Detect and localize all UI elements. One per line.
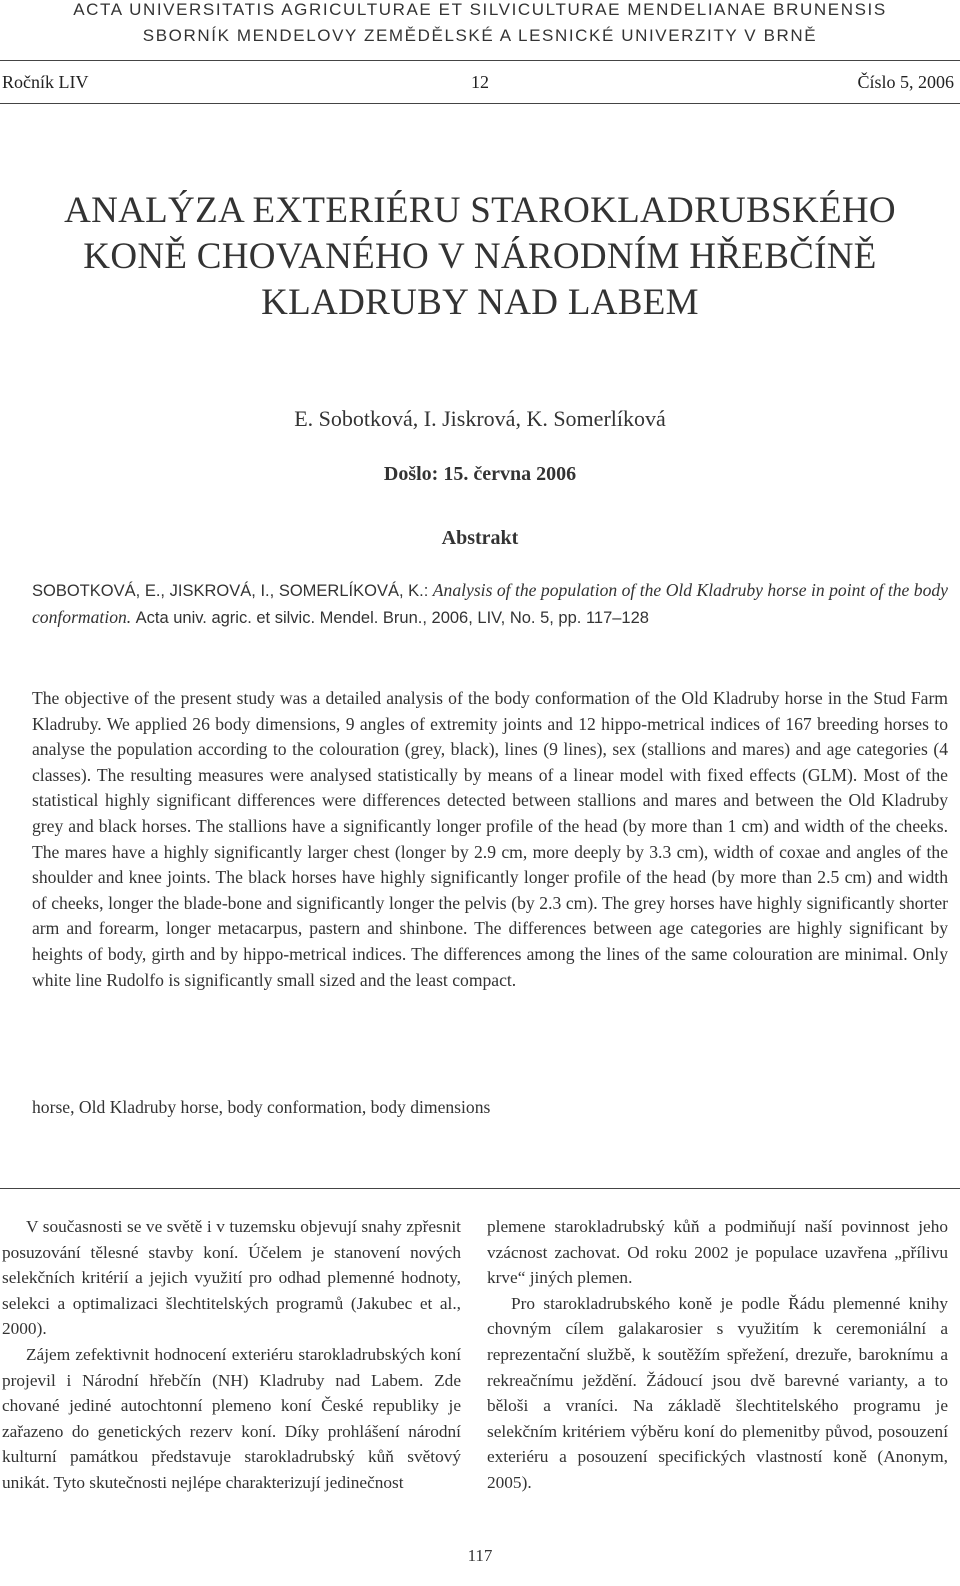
body-paragraph: plemene starokladrubský kůň a podmiňují naší povinnost jeho vzácnost zachovat. Od roku 2002 je populace uzavřena „přílivu krve“ jiných plemen.: [487, 1217, 948, 1288]
citation-title: Analysis of the population of the Old Kladruby horse in point of the body conformation.: [32, 580, 948, 627]
abstract-text: The objective of the present study was a detailed analysis of the body conformation of the Old Kladruby horse in the Stud Farm Kladruby. We applied 26 body dimensions, 9 angles of extremity joints and 12 hippo-metrical indices of 167 breeding horses to analyse the population according to the colouration (grey, black), lines (9 lines), sex (stallions and mares) and age categories (4 classes). The resulting measures were analysed statistically by means of a linear model with fixed effects (GLM). Most of the statistical highly significant differences were differences detected between stallions and mares and between the Old Kladruby grey and black horses. The stallions have a significantly longer profile of the head (by more than 1 cm) and width of the cheeks. The mares have a highly significantly larger chest (longer by 2.9 cm, more deeply by 3.3 cm), width of coxae and angles of the shoulder and knee joints. The black horses have highly significantly longer profile of the head (by more than 2.5 cm) and width of cheeks, longer the blade-bone and significantly longer the pelvis (by 2.3 cm). The grey horses have highly significantly shorter arm and forearm, longer metacarpus, pastern and shinbone. The differences between age categories are highly significant by heights of body, girth and by hippo-metrical indices. The differences among the lines of the same colouration are minimal. Only white line Rudolfo is significantly small sized and the least compact.: [32, 688, 948, 990]
header-rule-top: [0, 60, 960, 61]
citation: [32, 578, 948, 631]
volume-label: Ročník LIV: [2, 72, 89, 92]
issue-page-label: 12: [471, 72, 489, 92]
journal-title-latin: ACTA UNIVERSITATIS AGRICULTURAE ET SILVICULTURAE MENDELIANAE BRUNENSIS: [73, 0, 887, 19]
journal-title-czech: SBORNÍK MENDELOVY ZEMĚDĚLSKÉ A LESNICKÉ UNIVERZITY V BRNĚ: [142, 26, 818, 45]
body-column-left: [2, 1214, 461, 1496]
header-rule-bottom: [0, 103, 960, 104]
title-line-1: ANALÝZA EXTERIÉRU STAROKLADRUBSKÉHO: [64, 190, 896, 231]
keywords: horse, Old Kladruby horse, body conformation, body dimensions: [32, 1097, 491, 1117]
paper-title: [0, 188, 960, 326]
citation-source: Acta univ. agric. et silvic. Mendel. Brun., 2006, LIV, No. 5, pp. 117–128: [135, 608, 649, 627]
authors: E. Sobotková, I. Jiskrová, K. Somerlíková: [294, 406, 666, 431]
body-paragraph: V současnosti se ve světě i v tuzemsku objevují snahy zpřesnit posuzování tělesné stavby koní. Účelem je stanovení nových selekčních kritérií a jejich využití pro odhad plemenné hodnoty, selekci a optimalizaci šlechtitelských programů (Jakubec et al., 2000).: [2, 1217, 461, 1339]
issue-number-label: Číslo 5, 2006: [857, 72, 954, 92]
body-paragraph: Pro starokladrubského koně je podle Řádu plemenné knihy chovným cílem galakarosier s využitím k ceremoniální a reprezentační službě, k soutěžím spřežení, drezuře, baroknímu a rekreačnímu ježdění. Žádoucí jsou dvě barevné varianty, a to běloši a vraníci. Na základě šlechtitelského programu je selekčním kritériem výběru koní do plemenitby původ, posouzení exteriéru a posouzení specifických vlastností koně (Anonym, 2005).: [487, 1293, 948, 1492]
abstract-heading: Abstrakt: [441, 527, 519, 549]
received-date: Došlo: 15. června 2006: [383, 463, 577, 485]
title-line-2: KONĚ CHOVANÉHO V NÁRODNÍM HŘEBČÍNĚ: [83, 236, 877, 277]
page-number: 117: [467, 1546, 493, 1565]
body-paragraph: Zájem zefektivnit hodnocení exteriéru starokladrubských koní projevil i Národní hřebčín (NH) Kladruby nad Labem. Zde chované jediné autochtonní plemeno koní České republiky je zařazeno do genetických rezerv koní. Díky prohlášení národní kulturní památkou představuje starokladrubský kůň světový unikát. Tyto skutečnosti nejlépe charakterizují jedinečnost: [2, 1344, 461, 1492]
citation-authors: SOBOTKOVÁ, E., JISKROVÁ, I., SOMERLÍKOVÁ, K.:: [32, 582, 429, 600]
body-separator-rule: [0, 1188, 960, 1189]
title-line-3: KLADRUBY NAD LABEM: [261, 282, 699, 323]
body-column-right: [487, 1214, 948, 1496]
